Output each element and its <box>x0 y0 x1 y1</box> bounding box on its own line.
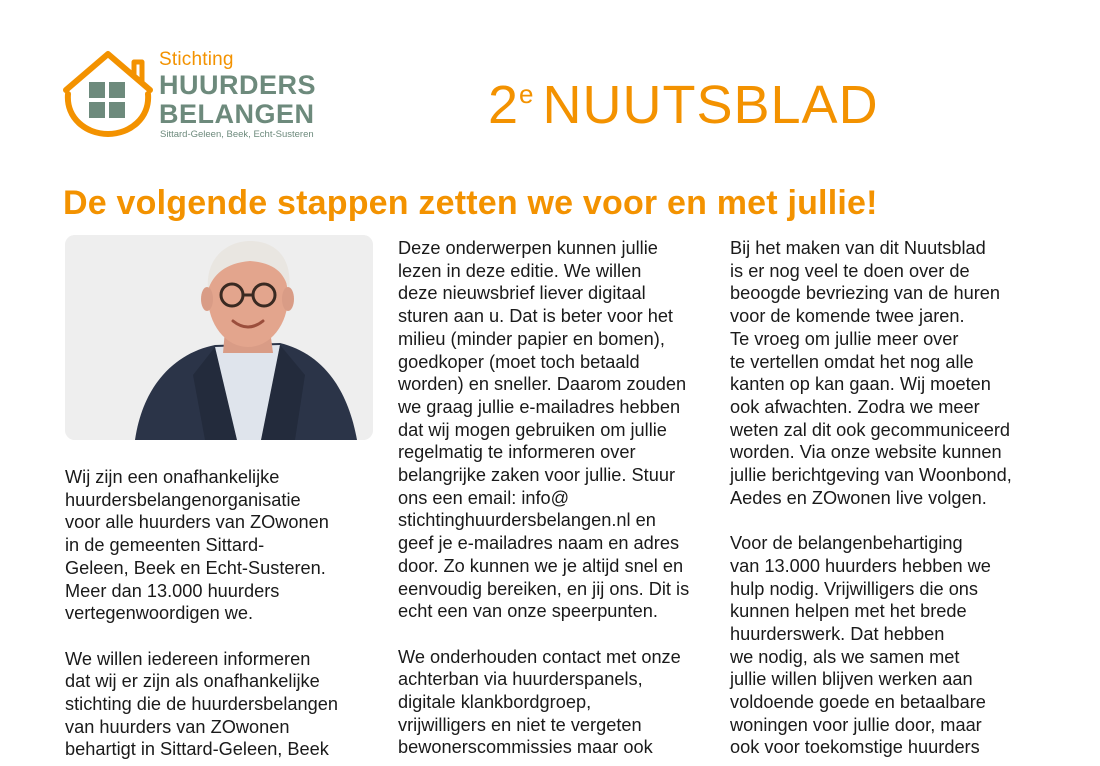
text-line: goedkoper (moet toch betaald <box>398 351 640 372</box>
text-line: jullie willen blijven werken aan <box>730 669 973 690</box>
house-logo-icon <box>62 48 154 140</box>
text-line: voldoende goede en betaalbare <box>730 692 986 713</box>
text-line: Meer dan 13.000 huurders <box>65 580 280 601</box>
text-line: We onderhouden contact met onze <box>398 646 681 667</box>
text-line: stichting die de huurdersbelangen <box>65 694 339 715</box>
text-line: We willen iedereen informeren <box>65 648 311 669</box>
text-line: weten zal dit ook gecommuniceerd <box>730 419 1011 440</box>
text-column-1 <box>65 466 365 761</box>
text-line: achterban via huurderspanels, <box>398 669 643 690</box>
text-line: sturen aan u. Dat is beter voor het <box>398 306 673 327</box>
paragraph <box>65 466 365 625</box>
text-column-2 <box>398 237 708 759</box>
text-line: belangrijke zaken voor jullie. Stuur <box>398 465 676 486</box>
text-line: worden. Via onze website kunnen <box>730 442 1002 463</box>
text-line: beoogde bevriezing van de huren <box>730 283 1000 304</box>
text-line: is er nog veel te doen over de <box>730 260 970 281</box>
text-line: eenvoudig bereiken, en jij ons. Dit is <box>398 578 690 599</box>
text-line: vrijwilligers en niet te vergeten <box>398 714 642 735</box>
text-line: worden) en sneller. Daarom zouden <box>398 374 687 395</box>
text-line: digitale klankbordgroep, <box>398 692 592 713</box>
text-line: van huurders van ZOwonen <box>65 716 290 737</box>
text-line: van 13.000 huurders hebben we <box>730 555 991 576</box>
paragraph <box>65 648 365 762</box>
text-line: vertegenwoordigen we. <box>65 603 254 624</box>
text-line: dat wij mogen gebruiken om jullie <box>398 419 667 440</box>
text-line: bewonerscommissies maar ook <box>398 737 653 758</box>
text-line: Voor de belangenbehartiging <box>730 533 963 554</box>
logo-tagline: Sittard-Geleen, Beek, Echt-Susteren <box>160 129 314 140</box>
text-line: behartigt in Sittard-Geleen, Beek <box>65 739 329 760</box>
text-line: lezen in deze editie. We willen <box>398 260 642 281</box>
text-line: te vertellen omdat het nog alle <box>730 351 974 372</box>
text-line: jullie berichtgeving van Woonbond, <box>730 465 1012 486</box>
text-line: Wij zijn een onafhankelijke <box>65 467 280 487</box>
text-line: kunnen helpen met het brede <box>730 601 967 622</box>
portrait-photo <box>65 235 373 440</box>
text-line: voor de komende twee jaren. <box>730 306 965 327</box>
article-headline: De volgende stappen zetten we voor en met jullie! <box>63 184 878 222</box>
text-line: voor alle huurders van ZOwonen <box>65 512 329 533</box>
paragraph <box>398 646 708 760</box>
paragraph <box>730 532 1040 759</box>
text-line: we graag jullie e-mailadres hebben <box>398 396 681 417</box>
text-line: ook afwachten. Zodra we meer <box>730 396 980 417</box>
paragraph <box>730 237 1040 509</box>
text-line: in de gemeenten Sittard- <box>65 535 265 556</box>
text-line: Geleen, Beek en Echt-Susteren. <box>65 557 326 578</box>
text-line: hulp nodig. Vrijwilligers die ons <box>730 578 979 599</box>
text-line: regelmatig te informeren over <box>398 442 636 463</box>
text-line: we nodig, als we samen met <box>730 646 960 667</box>
portrait-illustration-icon <box>65 235 373 440</box>
text-line: echt een van onze speerpunten. <box>398 601 658 622</box>
text-line: huurderswerk. Dat hebben <box>730 623 945 644</box>
text-line: Deze onderwerpen kunnen jullie <box>398 238 658 258</box>
text-line: ons een email: info@ <box>398 487 570 508</box>
text-line: ook voor toekomstige huurders <box>730 737 980 758</box>
text-column-3 <box>730 237 1040 759</box>
text-line: stichtinghuurdersbelangen.nl en <box>398 510 656 531</box>
text-line: geef je e-mailadres naam en adres <box>398 533 680 554</box>
text-line: Bij het maken van dit Nuutsblad <box>730 238 986 258</box>
issue-number-suffix: e <box>519 79 535 109</box>
text-line: Te vroeg om jullie meer over <box>730 328 959 349</box>
issue-name: NUUTSBLAD <box>542 75 879 135</box>
text-line: kanten op kan gaan. Wij moeten <box>730 374 991 395</box>
text-line: dat wij er zijn als onafhankelijke <box>65 671 320 692</box>
issue-title <box>488 62 879 137</box>
issue-number: 2 <box>488 75 520 135</box>
logo-huurders-text: HUURDERS <box>159 70 317 100</box>
text-line: milieu (minder papier en bomen), <box>398 328 665 349</box>
logo-stichting-text: Stichting <box>159 49 234 70</box>
text-line: woningen voor jullie door, maar <box>730 714 982 735</box>
paragraph <box>398 237 708 623</box>
text-line: door. Zo kunnen we je altijd snel en <box>398 555 684 576</box>
organization-logo <box>62 48 322 143</box>
text-line: deze nieuwsbrief liever digitaal <box>398 283 646 304</box>
text-line: huurdersbelangenorganisatie <box>65 489 301 510</box>
logo-belangen-text: BELANGEN <box>159 99 315 129</box>
text-line: Aedes en ZOwonen live volgen. <box>730 487 987 508</box>
